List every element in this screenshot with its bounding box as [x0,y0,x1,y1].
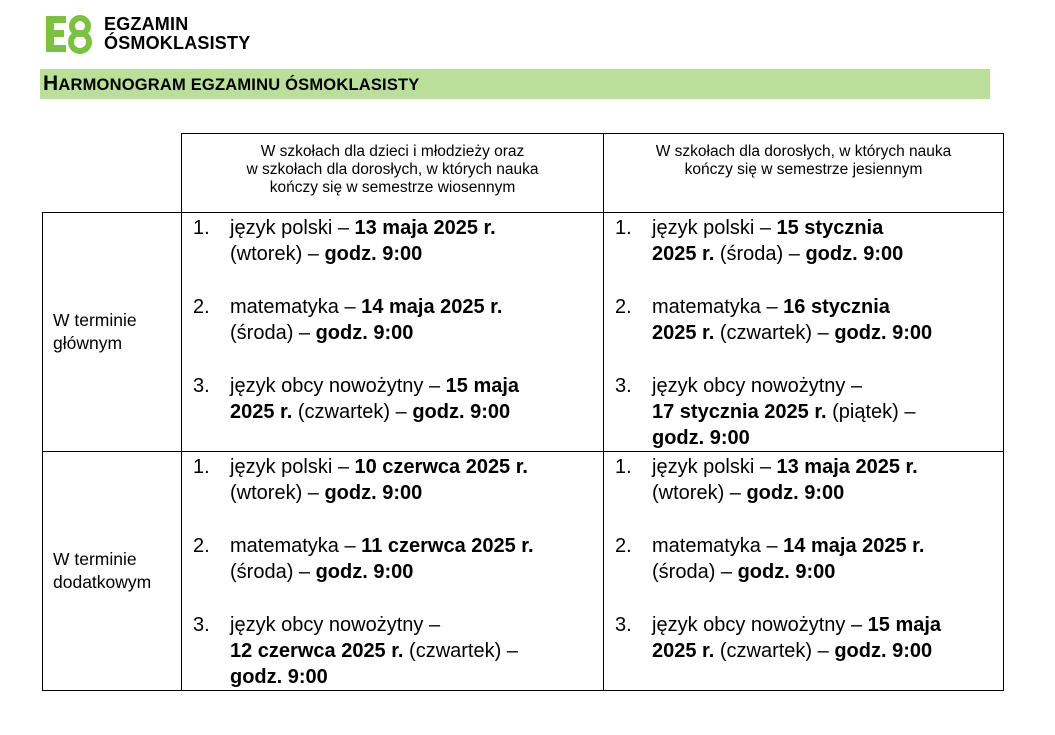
date-text: 17 stycznia 2025 r. [652,401,827,423]
title-bar [40,69,990,99]
item-number: 2. [615,535,632,557]
row-label-additional-term: W terminie dodatkowym [43,452,182,691]
date-text: godz. 9:00 [315,322,414,344]
date-text: godz. 9:00 [805,243,904,265]
exam-text: język polski – [230,217,355,239]
date-text: godz. 9:00 [324,482,423,504]
date-text: godz. 9:00 [412,401,511,423]
exam-text: język polski – [652,217,777,239]
exam-logo [44,14,304,54]
date-text: 15 maja [867,614,942,636]
exam-text: (piątek) – [826,401,916,423]
date-text: 14 maja 2025 r. [783,535,925,557]
date-text: godz. 9:00 [652,427,750,449]
exam-text: matematyka – [652,296,784,318]
header-autumn-schools: W szkołach dla dorosłych, w których nauka kończy się w semestrze jesiennym [604,134,1004,213]
date-text: godz. 9:00 [834,322,933,344]
exam-item [604,215,1003,267]
exam-text: (wtorek) – [652,482,747,504]
date-text: godz. 9:00 [834,640,933,662]
exam-text: (środa) – [230,561,316,583]
date-text: 2025 r. [652,322,715,344]
exam-item [182,215,603,267]
additional-term-spring-cell [182,452,604,691]
exam-text: (wtorek) – [230,482,325,504]
table-row-main-term [43,213,1004,452]
exam-text: (czwartek) – [714,322,835,344]
exam-text: (czwartek) – [292,401,413,423]
item-number: 2. [193,535,210,557]
table-row-additional-term [43,452,1004,691]
item-number: 2. [615,296,632,318]
item-number: 3. [615,614,632,636]
date-text: 15 maja [445,375,520,397]
date-text: godz. 9:00 [746,482,845,504]
item-number: 1. [193,217,210,239]
exam-item [182,612,603,690]
exam-text: (środa) – [652,561,738,583]
e8-logo-icon [44,14,98,54]
exam-list [604,454,1003,664]
exam-list [604,215,1003,451]
exam-item [182,533,603,585]
exam-item [604,294,1003,346]
exam-text: język polski – [652,456,777,478]
additional-term-autumn-cell [604,452,1004,691]
schedule-table [42,133,1004,691]
main-term-autumn-cell [604,213,1004,452]
header-spring-schools: W szkołach dla dzieci i młodzieży oraz w szkołach dla dorosłych, w których nauka kończy się w semestrze wiosennym [182,134,604,213]
exam-item [604,373,1003,451]
date-text: 16 stycznia [783,296,890,318]
date-text: 10 czerwca 2025 r. [354,456,528,478]
date-text: godz. 9:00 [324,243,423,265]
item-number: 3. [193,375,210,397]
date-text: 12 czerwca 2025 r. [230,640,404,662]
item-number: 3. [615,375,632,397]
item-number: 1. [615,217,632,239]
date-text: 13 maja 2025 r. [776,456,918,478]
exam-text: matematyka – [652,535,784,557]
main-term-spring-cell [182,213,604,452]
exam-text: matematyka – [230,296,362,318]
exam-text: (środa) – [714,243,806,265]
exam-text: język obcy nowożytny – [230,375,446,397]
exam-text: (czwartek) – [714,640,835,662]
exam-text: język obcy nowożytny – [230,614,441,636]
empty-corner-cell [43,134,182,213]
item-number: 1. [193,456,210,478]
exam-item [182,373,603,425]
exam-text: język obcy nowożytny – [652,614,868,636]
date-text: godz. 9:00 [737,561,836,583]
row-label-main-term: W terminie głównym [43,213,182,452]
logo-text [104,15,250,53]
exam-item [604,454,1003,506]
item-number: 1. [615,456,632,478]
exam-text: (wtorek) – [230,243,325,265]
exam-list [182,215,603,425]
exam-text: (czwartek) – [403,640,518,662]
exam-text: język obcy nowożytny – [652,375,863,397]
date-text: 2025 r. [652,243,715,265]
date-text: godz. 9:00 [315,561,414,583]
item-number: 2. [193,296,210,318]
date-text: 13 maja 2025 r. [354,217,496,239]
date-text: 2025 r. [652,640,715,662]
date-text: 15 stycznia [776,217,884,239]
date-text: godz. 9:00 [230,666,328,688]
date-text: 2025 r. [230,401,293,423]
page-title: HARMONOGRAM EGZAMINU ÓSMOKLASISTY [43,72,420,95]
date-text: 14 maja 2025 r. [361,296,503,318]
exam-text: (środa) – [230,322,316,344]
date-text: 11 czerwca 2025 r. [361,535,534,557]
logo-line-2: ÓSMOKLASISTY [104,33,251,53]
exam-text: matematyka – [230,535,362,557]
exam-item [604,533,1003,585]
header-row [43,134,1004,213]
logo-line-1: EGZAMIN [104,14,189,34]
exam-list [182,454,603,690]
item-number: 3. [193,614,210,636]
exam-item [182,294,603,346]
exam-text: język polski – [230,456,355,478]
exam-item [604,612,1003,664]
exam-item [182,454,603,506]
